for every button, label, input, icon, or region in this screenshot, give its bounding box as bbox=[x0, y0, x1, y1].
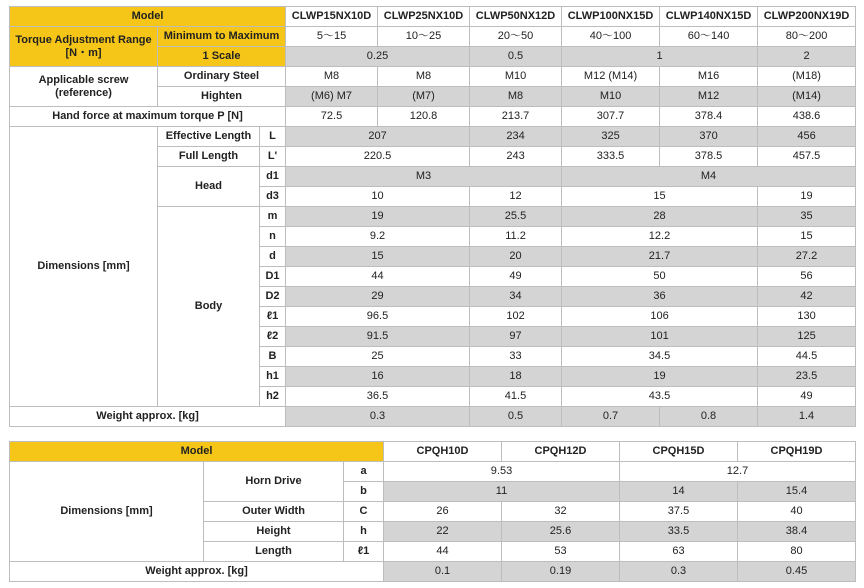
body-symbol: ℓ1 bbox=[260, 307, 286, 327]
body-cell: 16 bbox=[286, 367, 470, 387]
model-name: CLWP50NX12D bbox=[470, 7, 562, 27]
screw-cell: (M7) bbox=[378, 87, 470, 107]
outer-width-cell: 37.5 bbox=[620, 502, 738, 522]
d1-cell: M3 bbox=[286, 167, 562, 187]
body-cell: 49 bbox=[758, 387, 856, 407]
body-symbol: ℓ2 bbox=[260, 327, 286, 347]
length-cell: 63 bbox=[620, 542, 738, 562]
hand-force-label: Hand force at maximum torque P [N] bbox=[10, 107, 286, 127]
outer-width-cell: 40 bbox=[738, 502, 856, 522]
range-cell: 20～50 bbox=[470, 27, 562, 47]
body-cell: 97 bbox=[470, 327, 562, 347]
body-cell: 21.7 bbox=[562, 247, 758, 267]
weight-cell: 0.3 bbox=[286, 407, 470, 427]
full-length-cell: 220.5 bbox=[286, 147, 470, 167]
full-length-label: Full Length bbox=[158, 147, 260, 167]
height-cell: 38.4 bbox=[738, 522, 856, 542]
body-cell: 44.5 bbox=[758, 347, 856, 367]
body-cell: 18 bbox=[470, 367, 562, 387]
body-cell: 36 bbox=[562, 287, 758, 307]
hand-force-cell: 307.7 bbox=[562, 107, 660, 127]
d3-cell: 15 bbox=[562, 187, 758, 207]
scale-cell: 0.25 bbox=[286, 47, 470, 67]
body-label: Body bbox=[158, 207, 260, 407]
b-cell: 15.4 bbox=[738, 482, 856, 502]
model-name: CLWP140NX15D bbox=[660, 7, 758, 27]
dimensions-label: Dimensions [mm] bbox=[10, 127, 158, 407]
body-cell: 43.5 bbox=[562, 387, 758, 407]
screw-cell: M8 bbox=[286, 67, 378, 87]
model-name: CLWP15NX10D bbox=[286, 7, 378, 27]
screw-cell: (M6) M7 bbox=[286, 87, 378, 107]
height-cell: 33.5 bbox=[620, 522, 738, 542]
applicable-screw-label: Applicable screw bbox=[38, 73, 129, 86]
body-symbol: h2 bbox=[260, 387, 286, 407]
hand-force-cell: 438.6 bbox=[758, 107, 856, 127]
a-cell: 12.7 bbox=[620, 462, 856, 482]
body-cell: 130 bbox=[758, 307, 856, 327]
model-name: CPQH10D bbox=[384, 442, 502, 462]
body-cell: 102 bbox=[470, 307, 562, 327]
hand-force-cell: 213.7 bbox=[470, 107, 562, 127]
weight-cell: 0.1 bbox=[384, 562, 502, 582]
body-cell: 44 bbox=[286, 267, 470, 287]
body-cell: 15 bbox=[758, 227, 856, 247]
body-cell: 12.2 bbox=[562, 227, 758, 247]
effective-length-cell: 325 bbox=[562, 127, 660, 147]
body-cell: 50 bbox=[562, 267, 758, 287]
weight-cell: 0.19 bbox=[502, 562, 620, 582]
body-cell: 25.5 bbox=[470, 207, 562, 227]
body-cell: 19 bbox=[286, 207, 470, 227]
body-cell: 15 bbox=[286, 247, 470, 267]
weight-label: Weight approx. [kg] bbox=[10, 562, 384, 582]
model-name: CPQH19D bbox=[738, 442, 856, 462]
length-cell: 44 bbox=[384, 542, 502, 562]
model-name: CLWP100NX15D bbox=[562, 7, 660, 27]
screw-cell: M8 bbox=[470, 87, 562, 107]
outer-width-cell: 32 bbox=[502, 502, 620, 522]
b-cell: 11 bbox=[384, 482, 620, 502]
highten-label: Highten bbox=[158, 87, 286, 107]
body-cell: 42 bbox=[758, 287, 856, 307]
weight-cell: 0.5 bbox=[470, 407, 562, 427]
length-cell: 53 bbox=[502, 542, 620, 562]
body-cell: 28 bbox=[562, 207, 758, 227]
screw-cell: (M14) bbox=[758, 87, 856, 107]
body-symbol: B bbox=[260, 347, 286, 367]
outer-width-label: Outer Width bbox=[204, 502, 344, 522]
head-label: Head bbox=[158, 167, 260, 207]
a-cell: 9.53 bbox=[384, 462, 620, 482]
horn-drive-label: Horn Drive bbox=[204, 462, 344, 502]
hand-force-cell: 378.4 bbox=[660, 107, 758, 127]
body-cell: 125 bbox=[758, 327, 856, 347]
screw-cell: M10 bbox=[470, 67, 562, 87]
outer-width-cell: 26 bbox=[384, 502, 502, 522]
full-length-cell: 243 bbox=[470, 147, 562, 167]
ordinary-steel-label: Ordinary Steel bbox=[158, 67, 286, 87]
body-cell: 9.2 bbox=[286, 227, 470, 247]
applicable-screw-header bbox=[10, 67, 158, 107]
body-cell: 19 bbox=[562, 367, 758, 387]
body-cell: 11.2 bbox=[470, 227, 562, 247]
screw-cell: M12 bbox=[660, 87, 758, 107]
full-length-cell: 457.5 bbox=[758, 147, 856, 167]
body-cell: 91.5 bbox=[286, 327, 470, 347]
body-symbol: m bbox=[260, 207, 286, 227]
body-cell: 33 bbox=[470, 347, 562, 367]
screw-cell: M8 bbox=[378, 67, 470, 87]
model-name: CPQH12D bbox=[502, 442, 620, 462]
body-cell: 35 bbox=[758, 207, 856, 227]
torque-range-label: Torque Adjustment Range bbox=[15, 33, 152, 46]
length-cell: 80 bbox=[738, 542, 856, 562]
height-cell: 25.6 bbox=[502, 522, 620, 542]
weight-cell: 0.45 bbox=[738, 562, 856, 582]
height-cell: 22 bbox=[384, 522, 502, 542]
body-cell: 27.2 bbox=[758, 247, 856, 267]
d3-cell: 10 bbox=[286, 187, 470, 207]
body-cell: 20 bbox=[470, 247, 562, 267]
model-header: Model bbox=[10, 442, 384, 462]
full-length-cell: 333.5 bbox=[562, 147, 660, 167]
model-name: CLWP200NX19D bbox=[758, 7, 856, 27]
body-cell: 34 bbox=[470, 287, 562, 307]
scale-cell: 1 bbox=[562, 47, 758, 67]
d3-symbol: d3 bbox=[260, 187, 286, 207]
screw-cell: (M18) bbox=[758, 67, 856, 87]
length-label: Length bbox=[204, 542, 344, 562]
body-cell: 96.5 bbox=[286, 307, 470, 327]
body-cell: 106 bbox=[562, 307, 758, 327]
range-cell: 80～200 bbox=[758, 27, 856, 47]
height-symbol: h bbox=[344, 522, 384, 542]
body-cell: 36.5 bbox=[286, 387, 470, 407]
body-cell: 23.5 bbox=[758, 367, 856, 387]
effective-length-cell: 207 bbox=[286, 127, 470, 147]
scale-header: 1 Scale bbox=[158, 47, 286, 67]
body-cell: 56 bbox=[758, 267, 856, 287]
body-symbol: D2 bbox=[260, 287, 286, 307]
model-name: CLWP25NX10D bbox=[378, 7, 470, 27]
torque-range-header bbox=[10, 27, 158, 67]
screw-cell: M16 bbox=[660, 67, 758, 87]
applicable-screw-ref: (reference) bbox=[55, 86, 112, 99]
weight-cell: 0.3 bbox=[620, 562, 738, 582]
effective-length-label: Effective Length bbox=[158, 127, 260, 147]
b-cell: 14 bbox=[620, 482, 738, 502]
body-cell: 101 bbox=[562, 327, 758, 347]
hand-force-cell: 120.8 bbox=[378, 107, 470, 127]
horn-drive-spec-table bbox=[9, 441, 856, 582]
model-name: CPQH15D bbox=[620, 442, 738, 462]
full-length-symbol: L' bbox=[260, 147, 286, 167]
full-length-cell: 378.5 bbox=[660, 147, 758, 167]
body-symbol: h1 bbox=[260, 367, 286, 387]
weight-cell: 1.4 bbox=[758, 407, 856, 427]
d1-symbol: d1 bbox=[260, 167, 286, 187]
hand-force-cell: 72.5 bbox=[286, 107, 378, 127]
model-header: Model bbox=[10, 7, 286, 27]
weight-cell: 0.7 bbox=[562, 407, 660, 427]
a-symbol: a bbox=[344, 462, 384, 482]
dimensions-label: Dimensions [mm] bbox=[10, 462, 204, 562]
body-cell: 25 bbox=[286, 347, 470, 367]
outer-width-symbol: C bbox=[344, 502, 384, 522]
length-symbol: ℓ1 bbox=[344, 542, 384, 562]
body-symbol: n bbox=[260, 227, 286, 247]
weight-label: Weight approx. [kg] bbox=[10, 407, 286, 427]
screw-cell: M12 (M14) bbox=[562, 67, 660, 87]
body-symbol: D1 bbox=[260, 267, 286, 287]
body-symbol: d bbox=[260, 247, 286, 267]
range-cell: 10～25 bbox=[378, 27, 470, 47]
body-cell: 49 bbox=[470, 267, 562, 287]
min-max-header: Minimum to Maximum bbox=[158, 27, 286, 47]
weight-cell: 0.8 bbox=[660, 407, 758, 427]
torque-range-unit: [N・m] bbox=[65, 46, 102, 59]
body-cell: 41.5 bbox=[470, 387, 562, 407]
scale-cell: 2 bbox=[758, 47, 856, 67]
screw-cell: M10 bbox=[562, 87, 660, 107]
range-cell: 40～100 bbox=[562, 27, 660, 47]
height-label: Height bbox=[204, 522, 344, 542]
range-cell: 60～140 bbox=[660, 27, 758, 47]
body-cell: 34.5 bbox=[562, 347, 758, 367]
effective-length-symbol: L bbox=[260, 127, 286, 147]
effective-length-cell: 234 bbox=[470, 127, 562, 147]
scale-cell: 0.5 bbox=[470, 47, 562, 67]
d3-cell: 19 bbox=[758, 187, 856, 207]
d1-cell: M4 bbox=[562, 167, 856, 187]
b-symbol: b bbox=[344, 482, 384, 502]
range-cell: 5～15 bbox=[286, 27, 378, 47]
effective-length-cell: 370 bbox=[660, 127, 758, 147]
d3-cell: 12 bbox=[470, 187, 562, 207]
body-cell: 29 bbox=[286, 287, 470, 307]
torque-wrench-spec-table bbox=[9, 6, 856, 427]
effective-length-cell: 456 bbox=[758, 127, 856, 147]
